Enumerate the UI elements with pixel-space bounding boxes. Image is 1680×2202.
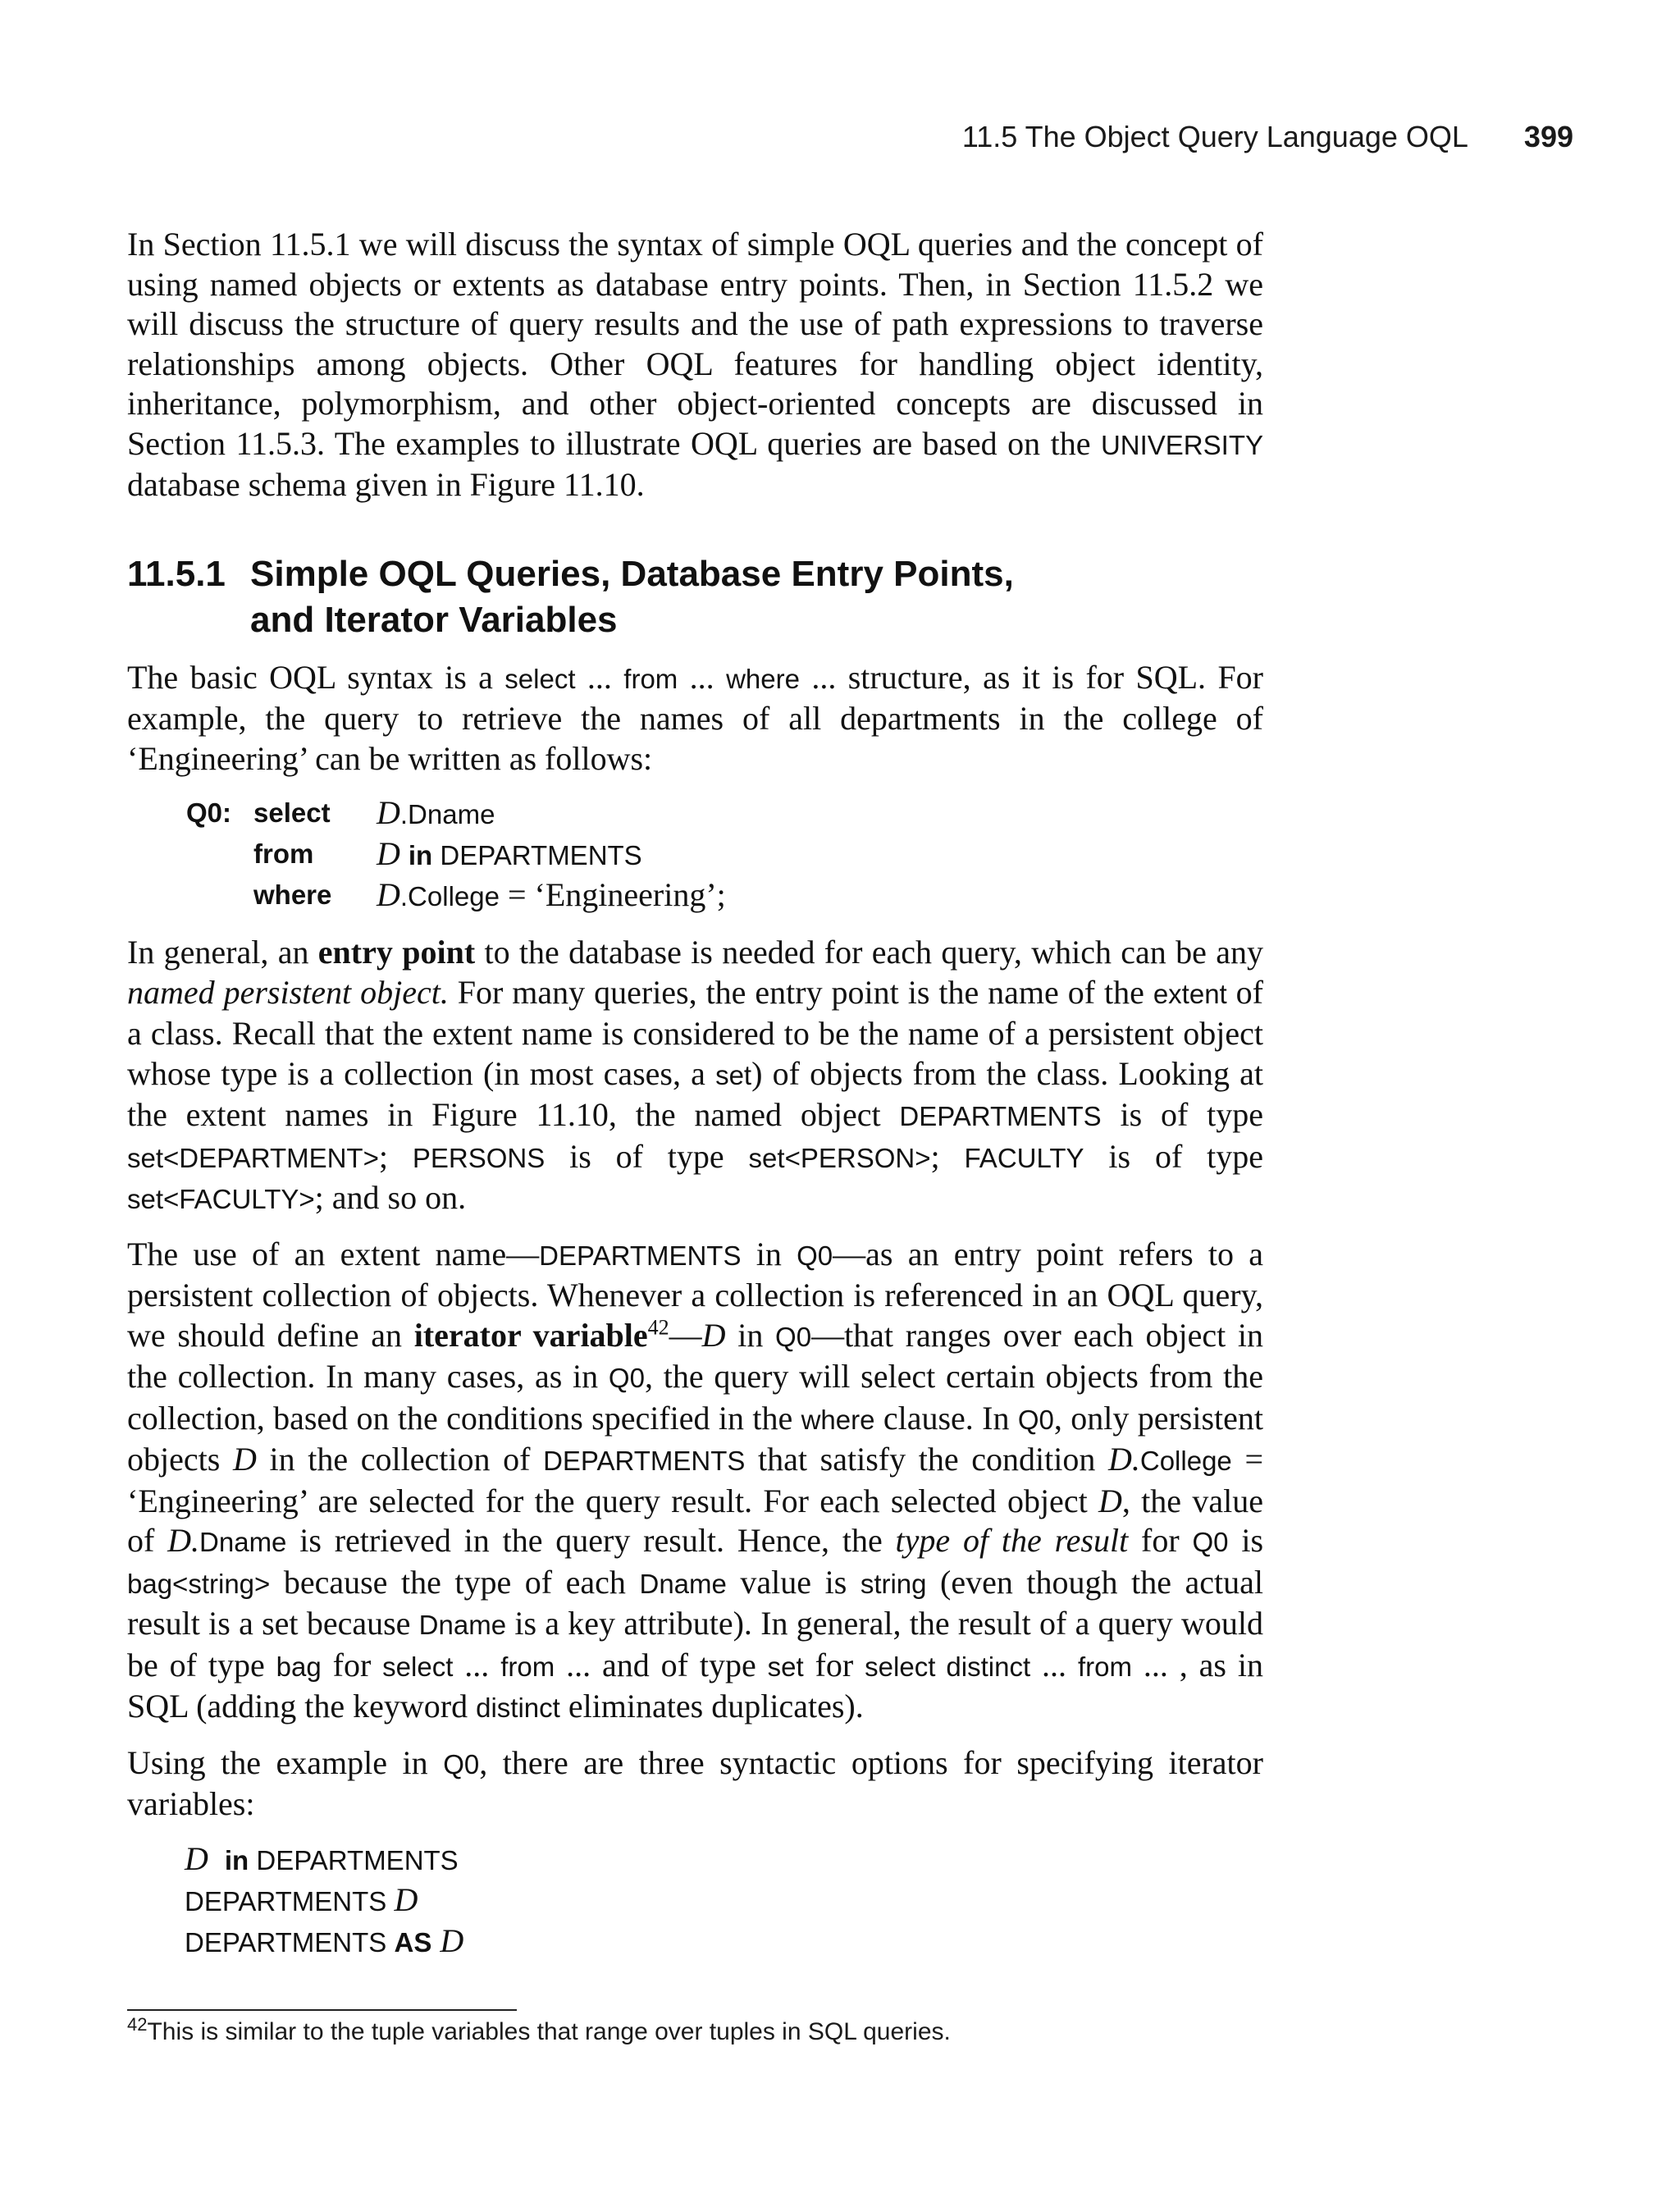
footnote <box>127 2014 951 2046</box>
page-number: 399 <box>1523 120 1573 153</box>
text-run: iterator variable <box>413 1316 648 1354</box>
text-run: database schema given in Figure 11.10. <box>127 466 645 503</box>
text-run: D. <box>167 1522 200 1559</box>
text-run: for <box>803 1646 865 1683</box>
text-run: DEPARTMENTS <box>899 1101 1102 1131</box>
text-run: set <box>767 1651 804 1682</box>
text-run: Q0 <box>775 1321 812 1352</box>
text-run: clause. In <box>874 1399 1018 1437</box>
text-run: In general, an <box>127 934 318 971</box>
text-run: = ‘Engineering’; <box>499 876 726 913</box>
text-run: Q0 <box>443 1748 480 1779</box>
text-run: entry point <box>317 934 476 971</box>
paragraph-entry-point <box>127 933 1263 1220</box>
text-run: , the value of <box>127 1482 1263 1559</box>
text-run: D. <box>1107 1441 1140 1478</box>
text-run: Dname <box>418 1610 507 1640</box>
text-run: is of type <box>545 1137 749 1175</box>
paragraph-basic-syntax <box>127 658 1263 779</box>
text-run: select distinct <box>865 1651 1031 1682</box>
text-run: DEPARTMENTS <box>185 1926 395 1958</box>
text-run: D <box>1098 1482 1122 1519</box>
text-run: —as an entry point refers to a persistent collection of objects. Whenever a collection is referenced in an OQL query, we should define an <box>127 1235 1263 1354</box>
text-run: select <box>504 663 576 694</box>
paragraph-iterator-variable <box>127 1235 1263 1729</box>
text-run: D <box>394 1880 418 1918</box>
section-heading <box>127 551 1263 643</box>
running-header <box>962 120 1573 154</box>
text-run: where <box>801 1404 875 1435</box>
text-run: .College <box>399 881 500 911</box>
text-run: from <box>500 1651 555 1682</box>
text-run: that satisfy the condition <box>745 1441 1108 1478</box>
text-run: D <box>185 1839 208 1877</box>
intro-paragraph <box>127 225 1263 505</box>
query-q0 <box>186 793 1263 916</box>
text-run: Q0 <box>1192 1527 1229 1557</box>
text-run: DEPARTMENTS <box>543 1446 746 1476</box>
text-run: For many queries, the entry point is the name of the <box>448 973 1153 1011</box>
text-run: Dname <box>639 1568 727 1599</box>
query-keyword-select: select <box>253 797 331 828</box>
query-select-clause <box>377 793 1263 834</box>
text-run: in <box>408 840 433 870</box>
footnote-number: 42 <box>127 2014 148 2035</box>
text-run: select <box>382 1651 454 1682</box>
text-run: Using the example in <box>127 1743 444 1781</box>
text-run: from <box>1077 1651 1132 1682</box>
text-run: Q0 <box>797 1240 833 1271</box>
text-run: .Dname <box>399 799 495 829</box>
text-run: D <box>377 835 400 872</box>
text-run: Dname <box>199 1527 287 1557</box>
query-label: Q0: <box>186 797 232 828</box>
text-run: named persistent object. <box>127 973 449 1011</box>
text-run: in <box>224 1844 249 1875</box>
text-run: for <box>1128 1522 1193 1559</box>
text-run: — <box>669 1316 702 1354</box>
iterator-option-as <box>185 1921 1263 1962</box>
text-run: The basic OQL syntax is a <box>127 658 505 696</box>
text-run: UNIVERSITY <box>1100 429 1263 460</box>
text-run: set<FACULTY> <box>127 1184 315 1214</box>
text-run: is a key attribute). In general, the result of a query would be of type <box>127 1605 1263 1683</box>
text-run: ... <box>575 658 624 696</box>
text-run: from <box>623 663 678 694</box>
text-run: FACULTY <box>964 1142 1084 1173</box>
text-run: is retrieved in the query result. Hence, the <box>286 1522 896 1559</box>
text-run: ... <box>678 658 727 696</box>
iterator-option-plain <box>185 1880 1263 1921</box>
text-run: where <box>726 663 800 694</box>
text-run: , the query will select certain objects from the collection, based on the conditions specified in the <box>127 1358 1263 1437</box>
text-run: College <box>1139 1446 1232 1476</box>
text-run: is of type <box>1101 1096 1263 1133</box>
query-keyword-where: where <box>253 879 332 910</box>
footnote-rule <box>127 2009 517 2011</box>
query-from-clause <box>377 834 1263 875</box>
text-run: AS <box>394 1926 432 1958</box>
text-run: in <box>741 1235 797 1272</box>
text-run: —that ranges over each object in the collection. In many cases, as in <box>127 1316 1263 1395</box>
text-run: ... , as in SQL (adding the keyword <box>127 1646 1264 1725</box>
text-run: ; <box>378 1137 413 1175</box>
text-run: D <box>440 1921 464 1959</box>
section-number: 11.5.1 <box>127 553 226 594</box>
text-run: is of type <box>1084 1137 1264 1175</box>
text-run: Q0 <box>1017 1404 1054 1435</box>
footnote-marker: 42 <box>647 1315 669 1340</box>
section-title-line: and Iterator Variables <box>250 599 618 640</box>
query-where-clause <box>377 875 1263 916</box>
text-run: D <box>377 876 400 913</box>
text-run: distinct <box>476 1693 560 1723</box>
text-run: In Section 11.5.1 we will discuss the syntax of simple OQL queries and the concept of using named objects or extents as database entry points. Then, in Section 11.5.2 we will discuss the structure of query results and the use of path expressions to traverse relationships among objects. Other OQL features for handling object identity, inheritance, polymorphism, and other object-oriented concepts are discussed in Section 11.5.3. The examples to illustrate OQL queries are based on the <box>127 226 1263 462</box>
page-body <box>127 225 1263 1962</box>
text-run: ... and of type <box>555 1646 768 1683</box>
text-run: (even though the actual result is a set because <box>127 1563 1263 1642</box>
text-run: = ‘Engineering’ are selected for the query result. For each selected object <box>127 1441 1263 1519</box>
iterator-options <box>185 1839 1263 1962</box>
text-run: set <box>715 1059 752 1090</box>
text-run: DEPARTMENTS <box>185 1885 395 1916</box>
text-run: D <box>377 794 400 831</box>
text-run: to the database is needed for each query, which can be any <box>475 934 1263 971</box>
text-run: , there are three syntactic options for specifying iterator variables: <box>127 1743 1263 1822</box>
text-run: DEPARTMENTS <box>432 840 642 870</box>
text-run: string <box>860 1568 927 1599</box>
text-run: DEPARTMENTS <box>539 1240 742 1271</box>
text-run: ... <box>453 1646 501 1683</box>
section-title-line: Simple OQL Queries, Database Entry Points, <box>250 553 1014 594</box>
text-run: ; and so on. <box>314 1179 467 1216</box>
text-run: because the type of each <box>270 1563 640 1601</box>
text-run: ... <box>1030 1646 1078 1683</box>
text-run: set<PERSON> <box>748 1142 931 1173</box>
text-run: , only persistent objects <box>127 1399 1263 1478</box>
text-run: D <box>701 1316 726 1354</box>
text-run: in the collection of <box>256 1441 544 1478</box>
text-run: PERSONS <box>412 1142 546 1173</box>
text-run: D <box>232 1441 257 1478</box>
footnote-text: This is similar to the tuple variables that range over tuples in SQL queries. <box>147 2018 951 2045</box>
text-run: The use of an extent name— <box>127 1235 540 1272</box>
text-run: ) of objects from the class. Looking at the extent names in Figure 11.10, the named object <box>127 1054 1263 1133</box>
text-run: eliminates duplicates). <box>559 1688 864 1725</box>
text-run: in <box>725 1316 776 1354</box>
text-run: ; <box>930 1137 965 1175</box>
text-run: ... structure, as it is for SQL. For example, the query to retrieve the names of all departments in the college of ‘Engineering’ can be written as follows: <box>127 658 1264 777</box>
text-run: extent <box>1153 978 1227 1009</box>
text-run: DEPARTMENTS <box>249 1844 459 1875</box>
text-run: bag<string> <box>127 1568 271 1599</box>
paragraph-syntactic-options <box>127 1743 1263 1825</box>
text-run: type of the result <box>895 1522 1129 1559</box>
text-run: bag <box>276 1651 322 1682</box>
text-run: set<DEPARTMENT> <box>127 1142 379 1173</box>
text-run: is <box>1228 1522 1264 1559</box>
text-run: value is <box>726 1563 861 1601</box>
section-title <box>250 551 1014 643</box>
text-run: for <box>321 1646 383 1683</box>
text-run: of a class. Recall that the extent name is considered to be the name of a persistent object whose type is a collection (in most cases, a <box>127 973 1264 1092</box>
query-keyword-from: from <box>253 838 314 869</box>
text-run: Q0 <box>608 1363 645 1393</box>
iterator-option-in <box>185 1839 1263 1880</box>
header-section-title: 11.5 The Object Query Language OQL <box>961 120 1468 153</box>
